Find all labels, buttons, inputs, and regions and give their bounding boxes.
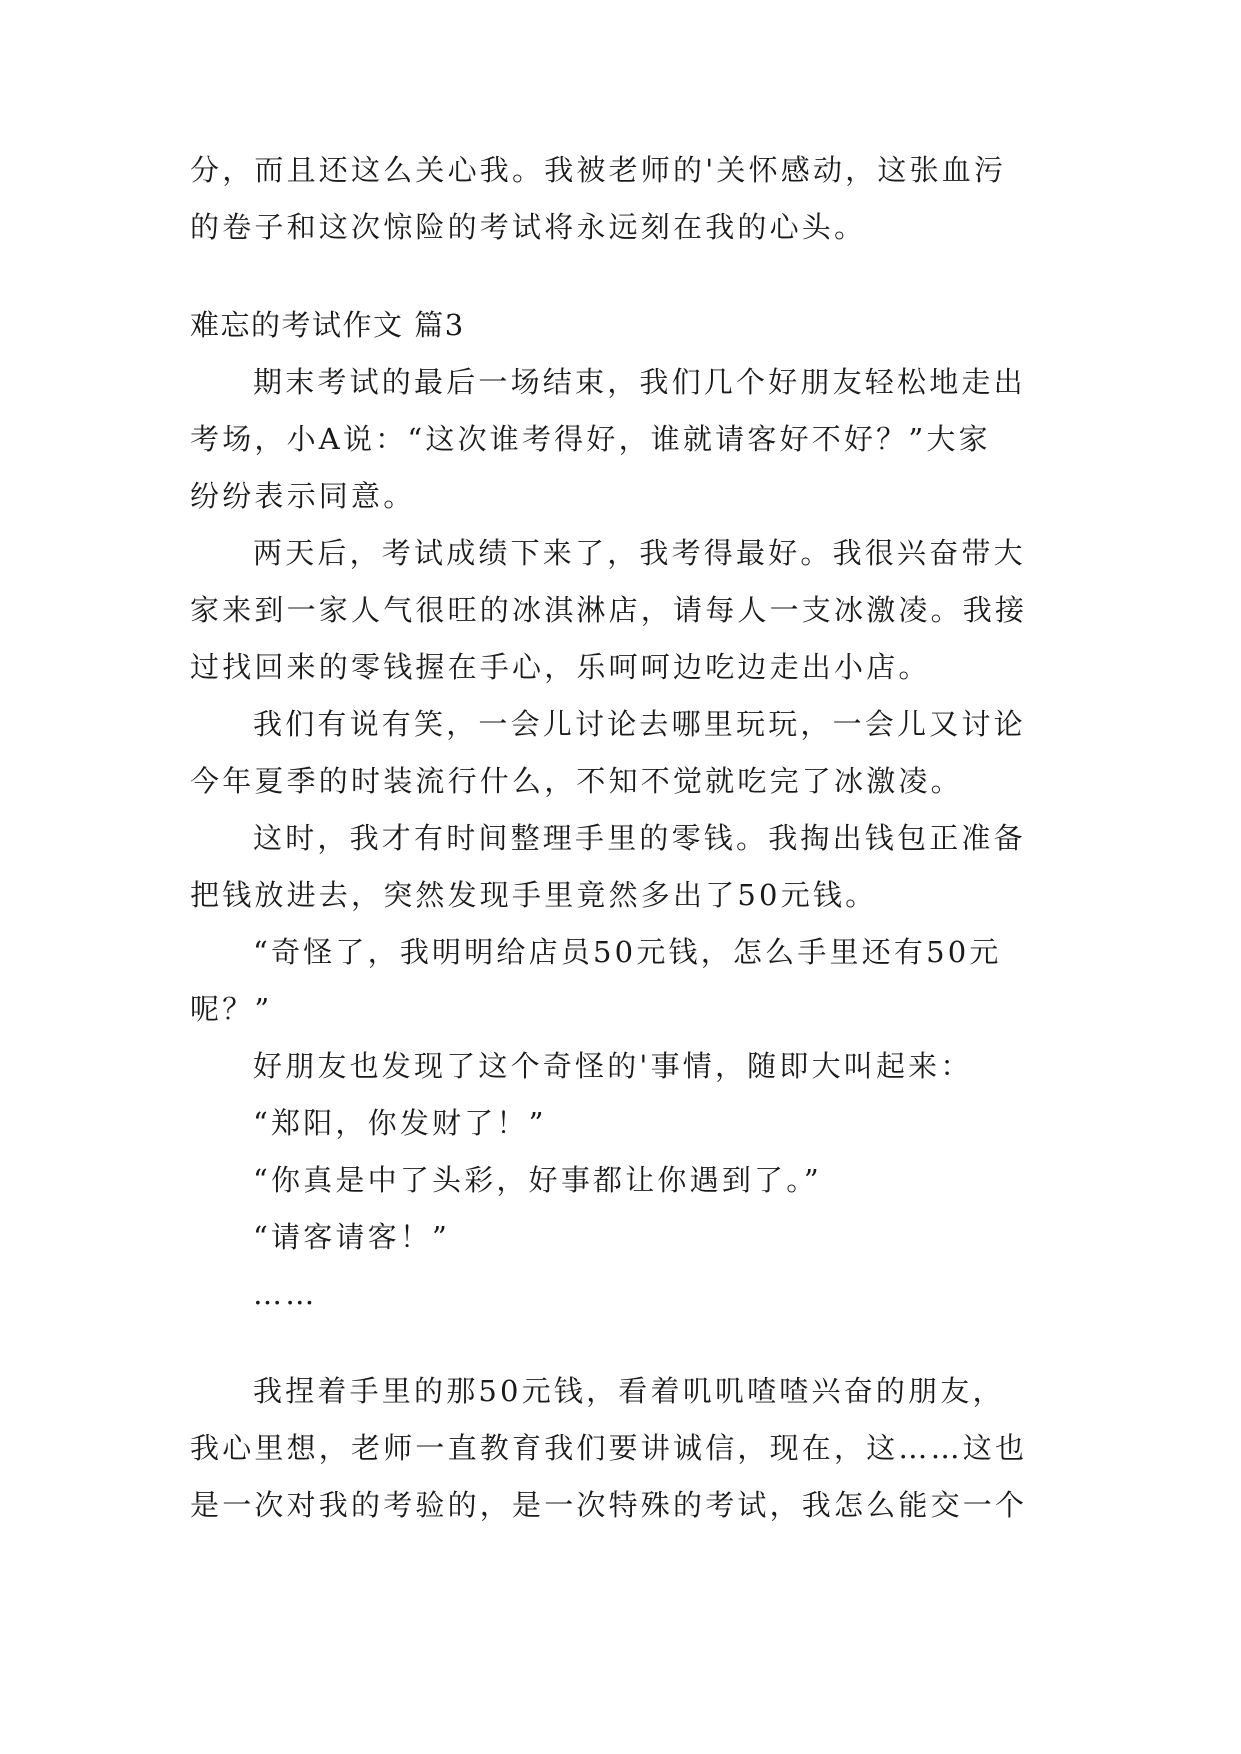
text-line: 家来到一家人气很旺的冰淇淋店，请每人一支冰激凌。我接 [190, 593, 1028, 627]
text-line: “请客请客！” [253, 1220, 451, 1254]
text-line: 分，而且还这么关心我。我被老师的'关怀感动，这张血污 [190, 153, 1007, 187]
text-line: 我心里想，老师一直教育我们要讲诚信，现在，这……这也 [190, 1431, 1028, 1465]
text-line: 我们有说有笑，一会儿讨论去哪里玩玩，一会儿又讨论 [253, 707, 1026, 741]
text-line: 纷纷表示同意。 [190, 479, 416, 513]
text-line: “奇怪了，我明明给店员50元钱，怎么手里还有50元 [253, 935, 1002, 969]
text-line: 把钱放进去，突然发现手里竟然多出了50元钱。 [190, 878, 878, 912]
text-line: “郑阳，你发财了！” [253, 1106, 547, 1140]
section-heading: 难忘的考试作文 篇3 [190, 308, 465, 342]
text-line: 我捏着手里的那50元钱，看着叽叽喳喳兴奋的朋友， [253, 1374, 1005, 1408]
text-line: 两天后，考试成绩下来了，我考得最好。我很兴奋带大 [253, 536, 1026, 570]
text-line: …… [253, 1277, 318, 1311]
text-line: 今年夏季的时装流行什么，不知不觉就吃完了冰激凌。 [190, 764, 963, 798]
text-line: 是一次对我的考验的，是一次特殊的考试，我怎么能交一个 [190, 1488, 1028, 1522]
text-line: 期末考试的最后一场结束，我们几个好朋友轻松地走出 [253, 365, 1026, 399]
text-line: 这时，我才有时间整理手里的零钱。我掏出钱包正准备 [253, 821, 1026, 855]
text-line: 好朋友也发现了这个奇怪的'事情，随即大叫起来： [253, 1049, 973, 1083]
text-line: 的卷子和这次惊险的考试将永远刻在我的心头。 [190, 210, 867, 244]
text-line: 呢？” [190, 992, 273, 1026]
text-line: 考场，小A说：“这次谁考得好，谁就请客好不好？”大家 [190, 422, 991, 456]
text-line: 过找回来的零钱握在手心，乐呵呵边吃边走出小店。 [190, 650, 931, 684]
text-line: “你真是中了头彩，好事都让你遇到了。” [253, 1163, 822, 1197]
